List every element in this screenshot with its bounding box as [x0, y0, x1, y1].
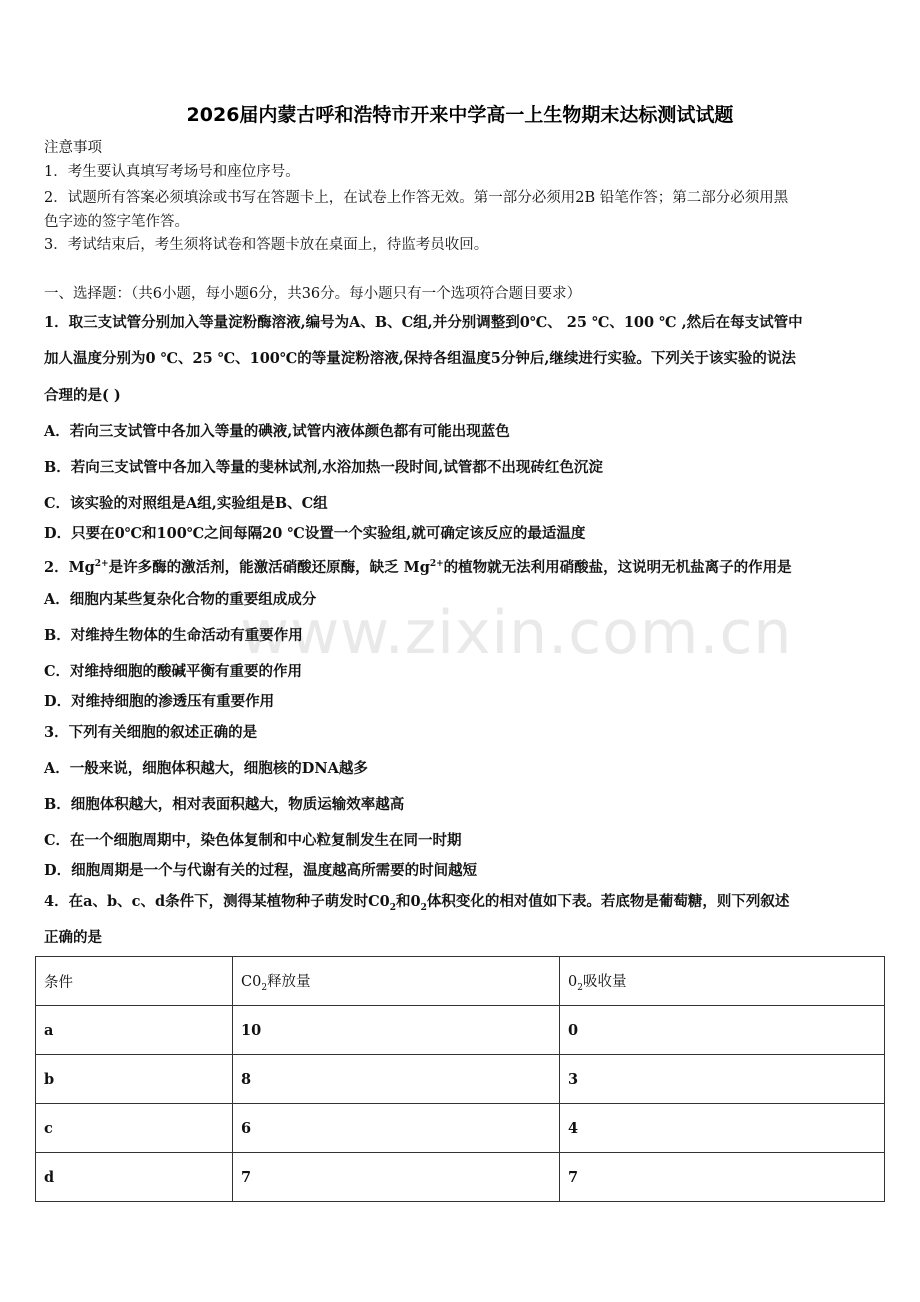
- header-o2-text: 0: [568, 973, 578, 990]
- q4-subscript-1: 2: [389, 902, 396, 913]
- header-o2: [560, 957, 885, 1006]
- table-row: [36, 1055, 885, 1104]
- cell-condition: b: [36, 1055, 233, 1104]
- q2-stem-part3: 的植物就无法利用硝酸盐，这说明无机盐离子的作用是: [443, 558, 792, 576]
- cell-co2: 7: [233, 1153, 560, 1202]
- notice-item-1: 1．考生要认真填写考场号和座位序号。: [44, 164, 300, 180]
- q4-stem-part1: 4．在a、b、c、d条件下，测得某植物种子萌发时C0: [44, 893, 390, 910]
- section-heading: 一、选择题：（共6小题，每小题6分，共36分。每小题只有一个选项符合题目要求）: [44, 286, 582, 302]
- q2-option-c: C．对维持细胞的酸碱平衡有重要的作用: [44, 663, 303, 680]
- table-row: [36, 1104, 885, 1153]
- notice-heading: 注意事项: [44, 140, 102, 156]
- q4-stem: [44, 892, 789, 918]
- q4-stem-part2: 和0: [395, 893, 421, 910]
- q2-stem-part1: 2．Mg: [44, 558, 95, 576]
- header-condition: 条件: [36, 957, 233, 1006]
- cell-co2: 8: [233, 1055, 560, 1104]
- q4-stem-part3: 体积变化的相对值如下表。若底物是葡萄糖，则下列叙述: [426, 893, 790, 910]
- header-co2-text: C0: [241, 973, 262, 990]
- header-co2-label: 释放量: [267, 973, 311, 990]
- cell-condition: d: [36, 1153, 233, 1202]
- cell-co2: 6: [233, 1104, 560, 1153]
- q3-option-c: C．在一个细胞周期中，染色体复制和中心粒复制发生在同一时期: [44, 832, 462, 849]
- q3-stem: 3．下列有关细胞的叙述正确的是: [44, 724, 258, 741]
- page-title: 2026届内蒙古呼和浩特市开来中学高一上生物期末达标测试试题: [186, 104, 734, 126]
- q2-option-a: A．细胞内某些复杂化合物的重要组成成分: [44, 591, 317, 608]
- q2-option-b: B．对维持生物体的生命活动有重要作用: [44, 627, 303, 644]
- q1-option-b: B．若向三支试管中各加入等量的斐林试剂,水浴加热一段时间,试管都不出现砖红色沉淀: [44, 459, 603, 476]
- q1-stem-line3: 合理的是( ): [44, 387, 121, 404]
- q2-superscript-1: 2+: [94, 559, 109, 569]
- notice-item-2-cont: 色字迹的签字笔作答。: [44, 214, 189, 230]
- header-o2-sub: 2: [577, 982, 583, 993]
- cell-condition: a: [36, 1006, 233, 1055]
- q1-option-a: A．若向三支试管中各加入等量的碘液,试管内液体颜色都有可能出现蓝色: [44, 423, 510, 440]
- cell-o2: 7: [560, 1153, 885, 1202]
- q1-option-c: C．该实验的对照组是A组,实验组是B、C组: [44, 495, 328, 512]
- cell-co2: 10: [233, 1006, 560, 1055]
- q1-stem-line2: 加人温度分别为0 ℃、25 ℃、100℃的等量淀粉溶液,保持各组温度5分钟后,继续进行实验。下列关于该实验的说法: [44, 350, 796, 367]
- table-header-row: [36, 957, 885, 1006]
- q3-option-b: B．细胞体积越大，相对表面积越大，物质运输效率越高: [44, 796, 405, 813]
- watermark: www.zixin.com.cn: [240, 598, 793, 668]
- q2-stem: [44, 554, 792, 578]
- table-row: [36, 1006, 885, 1055]
- cell-o2: 3: [560, 1055, 885, 1104]
- q2-option-d: D．对维持细胞的渗透压有重要作用: [44, 693, 275, 710]
- q3-option-a: A．一般来说，细胞体积越大，细胞核的DNA越多: [44, 760, 368, 777]
- q2-stem-part2: 是许多酶的激活剂，能激活硝酸还原酶，缺乏 Mg: [108, 558, 430, 576]
- notice-item-3: 3．考试结束后，考生须将试卷和答题卡放在桌面上，待监考员收回。: [44, 237, 489, 253]
- cell-o2: 4: [560, 1104, 885, 1153]
- q1-stem-line1: 1．取三支试管分别加入等量淀粉酶溶液,编号为A、B、C组,并分别调整到0℃、 25 ℃、100 ℃ ,然后在每支试管中: [44, 314, 803, 331]
- header-co2-sub: 2: [261, 982, 268, 993]
- header-co2: [233, 957, 560, 1006]
- q4-subscript-2: 2: [420, 902, 427, 913]
- notice-item-2: 2．试题所有答案必须填涂或书写在答题卡上，在试卷上作答无效。第一部分必须用2B 铅笔作答；第二部分必须用黑: [44, 190, 789, 206]
- q3-option-d: D．细胞周期是一个与代谢有关的过程，温度越高所需要的时间越短: [44, 862, 478, 879]
- q4-stem-line2: 正确的是: [44, 929, 102, 946]
- header-o2-label: 吸收量: [582, 973, 627, 990]
- cell-o2: 0: [560, 1006, 885, 1055]
- q1-option-d: D．只要在0℃和100℃之间每隔20 ℃设置一个实验组,就可确定该反应的最适温度: [44, 525, 586, 542]
- data-table: [35, 956, 885, 1202]
- table-row: [36, 1153, 885, 1202]
- q2-superscript-2: 2+: [429, 559, 444, 569]
- cell-condition: c: [36, 1104, 233, 1153]
